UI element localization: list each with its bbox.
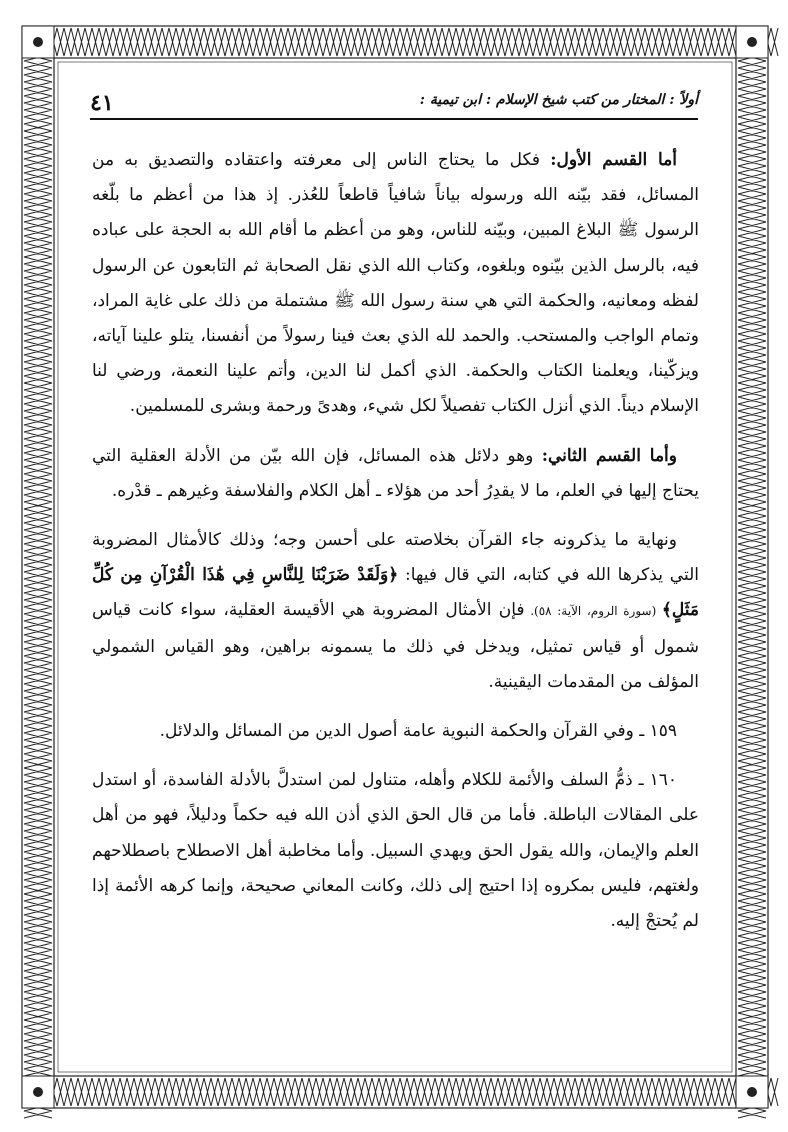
- page-number: ٤١: [90, 90, 114, 116]
- paragraph-first-section: [92, 143, 699, 425]
- paragraph-parables: [92, 523, 699, 700]
- section-heading-second: وأما القسم الثاني:: [541, 445, 677, 466]
- paragraph-text: وهو دلائل هذه المسائل، فإن الله بيّن من الأدلة العقلية التي يحتاج إليها في العلم، ما لا يقدِرُ أحد من هؤلاء ـ أهل الكلام والفلاسفة وغيرهم ـ قدْره.: [92, 445, 699, 501]
- page-body: [92, 143, 699, 953]
- paragraph-text: فكل ما يحتاج الناس إلى معرفته واعتقاده والتصديق به من المسائل، فقد بيّنه الله ورسوله بياناً شافياً قاطعاً للعُذر. إذ هذا من أعظم ما بلّغه الرسول ﷺ البلاغ المبين، وبيّنه للناس، وهو من أعظم ما أقام الله به الحجة على عباده فيه، بالرسل الذين بيّنوه وبلغوه، وكتاب الله الذي نقل الصحابة ثم التابعون عن الرسول لفظه ومعانيه، والحكمة التي هي سنة رسول الله ﷺ مشتملة من ذلك على غاية المراد، وتمام الواجب والمستحب. والحمد لله الذي بعث فينا رسولاً من أنفسنا، يتلو علينا آياته، ويزكّينا، ويعلمنا الكتاب والحكمة. الذي أكمل لنا الدين، وأتم علينا النعمة، ورضي لنا الإسلام ديناً. الذي أنزل الكتاب تفصيلاً لكل شيء، وهدىً ورحمة وبشرى للمسلمين.: [92, 150, 699, 417]
- paragraph-text: ١٦٠ ـ ذمُّ السلف والأئمة للكلام وأهله، متناول لمن استدلَّ بالأدلة الفاسدة، أو استدل على المقالات الباطلة. فأما من قال الحق الذي أذن الله فيه حكماً ودليلاً، فهو من أهل العلم والإيمان، والله يقول الحق ويهدي السبيل. وأما مخاطبة أهل الاصطلاح باصطلاحهم ولغتهم، فليس بمكروه إذا احتيج إلى ذلك، وكانت المعاني صحيحة، وإنما كرهه الأئمة إذا لم يُحتجْ إليه.: [92, 770, 699, 932]
- running-title: أولاً : المختار من كتب شيخ الإسلام : ابن تيمية :: [419, 92, 698, 108]
- quran-verse: ﴿وَلَقَدْ ضَرَبْنَا لِلنَّاسِ فِي هَٰذَا الْقُرْآنِ مِن كُلِّ مَثَلٍ﴾: [92, 565, 699, 621]
- paragraph-160: [92, 763, 699, 939]
- paragraph-text: ١٥٩ ـ وفي القرآن والحكمة النبوية عامة أصول الدين من المسائل والدلائل.: [159, 721, 677, 742]
- page-header: [90, 88, 698, 120]
- paragraph-159: [92, 714, 699, 749]
- paragraph-text: ونهاية ما يذكرونه جاء القرآن بخلاصته على أحسن وجه؛ وذلك كالأمثال المضروبة التي يذكرها الله في كتابه، التي قال فيها:: [92, 530, 699, 586]
- verse-reference: (سورة الروم، الآية: ٥٨).: [524, 604, 662, 619]
- paragraph-text: فإن الأمثال المضروبة هي الأقيسة العقلية، سواء كانت قياس شمول أو قياس تمثيل، ويدخل في ذلك ما يسمونه براهين، وهو القياس الشمولي المؤلف من المقدمات اليقينية.: [92, 600, 699, 692]
- section-heading-first: أما القسم الأول:: [550, 150, 677, 170]
- paragraph-second-section: [92, 439, 699, 509]
